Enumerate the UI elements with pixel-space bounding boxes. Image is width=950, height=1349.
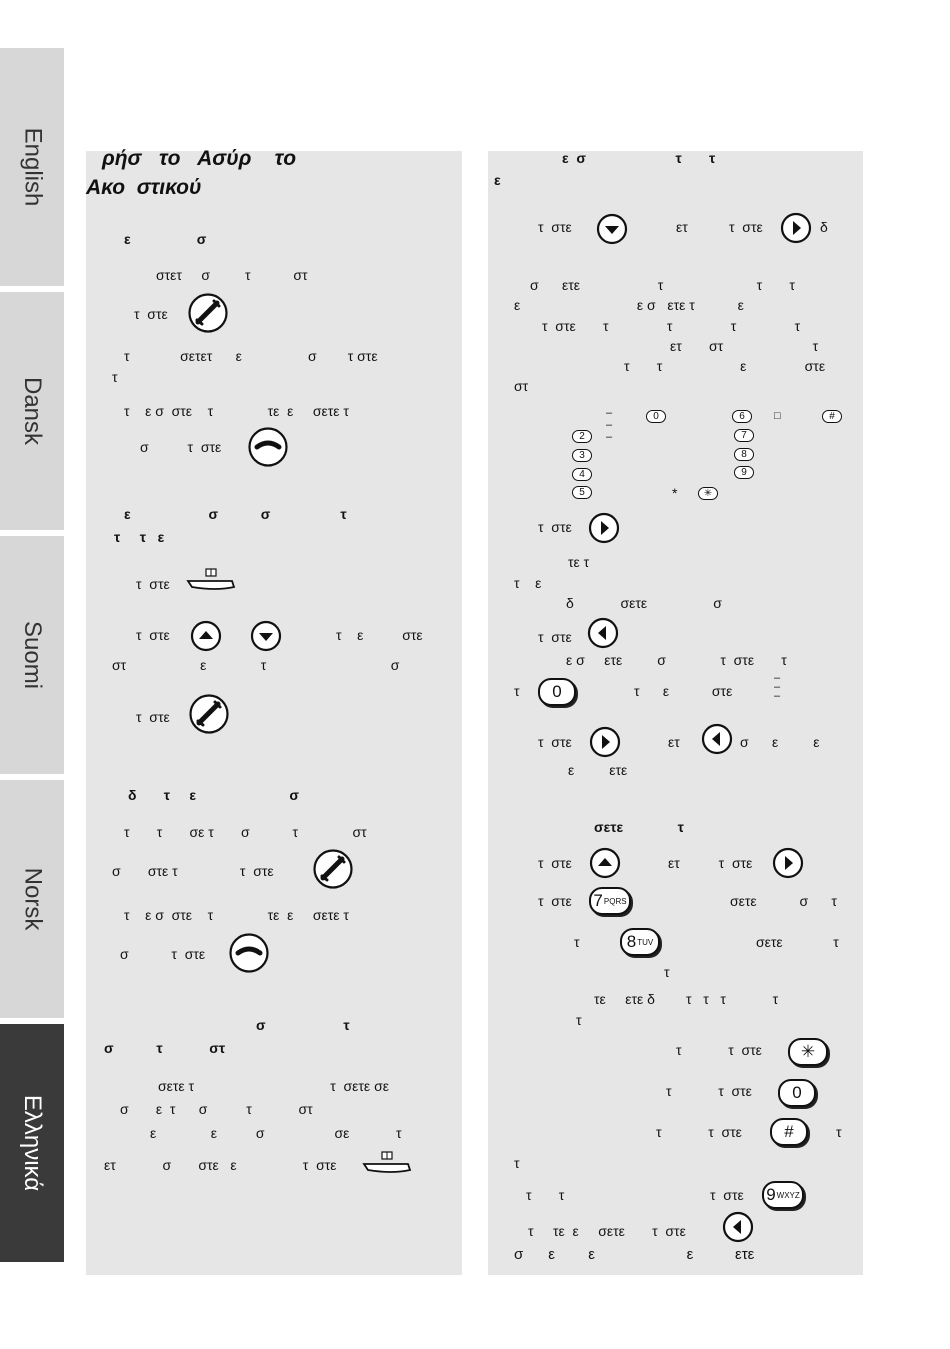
heading: σ τ bbox=[256, 1017, 350, 1033]
text-line: ετ bbox=[676, 219, 688, 235]
text-line: τ bbox=[112, 369, 118, 385]
key-8-icon bbox=[620, 928, 660, 956]
heading: ε σ σ τ bbox=[124, 506, 347, 522]
talk-key-icon bbox=[188, 293, 228, 333]
tab-label: Ελληνικά bbox=[19, 1094, 46, 1192]
text-line: τ στε bbox=[538, 219, 572, 235]
down-arrow-icon bbox=[596, 213, 628, 245]
left-arrow-icon bbox=[722, 1211, 754, 1243]
tab-label: English bbox=[19, 127, 46, 207]
text-line: τ στε bbox=[538, 519, 572, 535]
text-line: τ ε σ στε τ τε ε σετε τ bbox=[124, 907, 349, 923]
text-line: τ ε στε bbox=[634, 683, 733, 699]
text-line: τ τ στε bbox=[676, 1042, 762, 1058]
section-title: ρήσ το Ασύρ το bbox=[102, 147, 297, 170]
end-call-icon bbox=[248, 427, 288, 467]
key-5-icon: 5 bbox=[572, 486, 592, 499]
text-line: τ ε στε bbox=[336, 627, 423, 643]
down-arrow-icon bbox=[250, 620, 282, 652]
key-7-icon: 7 bbox=[734, 429, 754, 442]
square-glyph: □ bbox=[774, 410, 781, 422]
text-line: τ bbox=[574, 934, 580, 950]
text-line: σ ε ε ε ετε bbox=[514, 1246, 755, 1263]
key-digit: 8 bbox=[626, 932, 637, 951]
text-line: τ ε bbox=[514, 575, 542, 591]
text-line: τ στε bbox=[538, 855, 572, 871]
phonebook-key-icon bbox=[186, 567, 236, 597]
key-7-icon bbox=[589, 887, 631, 915]
text-line: τ στε bbox=[136, 576, 170, 592]
text-line: σετε σ τ bbox=[730, 893, 837, 909]
text-line: στετ σ τ στ bbox=[156, 267, 308, 283]
heading: σετε τ bbox=[594, 819, 684, 835]
key-star-icon: ✳ bbox=[698, 487, 718, 500]
key-4-icon: 4 bbox=[572, 468, 592, 481]
text-line: σετε τ bbox=[756, 934, 839, 950]
key-0-icon: 0 bbox=[538, 678, 576, 706]
tab-suomi[interactable] bbox=[0, 536, 64, 774]
key-0-icon: 0 bbox=[646, 410, 666, 423]
text-line: τ τ ε στε bbox=[624, 358, 826, 374]
star-key-icon: ✳ bbox=[788, 1038, 828, 1066]
text-line: στ ε τ σ bbox=[112, 657, 400, 673]
text-line: τ στε bbox=[136, 709, 170, 725]
left-arrow-icon bbox=[701, 723, 733, 755]
key-digit: 9 bbox=[766, 1185, 776, 1204]
text-line: σ ε ε bbox=[740, 734, 820, 750]
phonebook-key-icon bbox=[362, 1150, 412, 1180]
tab-label: Suomi bbox=[19, 620, 46, 690]
text-line: τ στε bbox=[136, 627, 170, 643]
dash-glyph: – – – bbox=[774, 672, 781, 702]
text-line: ε σ ετε σ τ στε τ bbox=[566, 652, 787, 668]
text-line: σ τ στε bbox=[140, 439, 222, 455]
text-line: τ στε bbox=[710, 1187, 744, 1203]
heading: τ τ ε bbox=[114, 529, 165, 545]
text-line: δ σετε σ bbox=[566, 595, 722, 611]
text-line: τ bbox=[576, 1012, 582, 1028]
right-arrow-icon bbox=[780, 212, 812, 244]
text-line: τ σετετ ε σ τ στε bbox=[124, 348, 378, 364]
text-line: τ bbox=[836, 1124, 842, 1140]
heading: ε σ bbox=[124, 231, 207, 247]
key-letters: WXYZ bbox=[776, 1190, 800, 1200]
text-line: τ τ στε bbox=[666, 1083, 752, 1099]
key-letters: PQRS bbox=[603, 896, 627, 906]
key-9-icon bbox=[762, 1181, 804, 1209]
text-line: τ bbox=[664, 964, 670, 980]
text-line: ε ετε bbox=[568, 762, 628, 778]
text-line: τ στε τ τ τ τ bbox=[542, 318, 801, 334]
text-line: ετ bbox=[668, 734, 680, 750]
key-hash-icon: # bbox=[822, 410, 842, 423]
tab-norsk[interactable] bbox=[0, 780, 64, 1018]
heading: ε σ τ τ bbox=[562, 150, 716, 166]
text-line: τ τ σε τ σ τ στ bbox=[124, 824, 367, 840]
text-line: τ τ στε bbox=[656, 1124, 742, 1140]
text-line: τ ε σ στε τ τε ε σετε τ bbox=[124, 403, 349, 419]
tab-english[interactable] bbox=[0, 48, 64, 286]
heading: δ τ ε σ bbox=[128, 787, 299, 803]
text-line: σ ετε τ τ τ bbox=[530, 277, 795, 293]
key-6-icon: 6 bbox=[732, 410, 752, 423]
text-line: σ ε τ σ τ στ bbox=[120, 1101, 313, 1117]
text-line: τ bbox=[514, 683, 520, 699]
up-arrow-icon bbox=[589, 847, 621, 879]
up-arrow-icon bbox=[190, 620, 222, 652]
text-line: τε τ bbox=[568, 554, 590, 570]
key-letters: TUV bbox=[637, 937, 654, 947]
tab-label: Dansk bbox=[19, 376, 46, 446]
left-arrow-icon bbox=[587, 617, 619, 649]
key-8-icon: 8 bbox=[734, 448, 754, 461]
key-9-icon: 9 bbox=[734, 466, 754, 479]
text-line: ετ στ τ bbox=[670, 338, 819, 354]
key-digit: 7 bbox=[593, 891, 603, 910]
right-arrow-icon bbox=[588, 512, 620, 544]
heading: ε bbox=[494, 172, 501, 188]
text-line: δ bbox=[820, 219, 828, 235]
text-line: ε ε σ ετε τ ε bbox=[514, 297, 744, 313]
text-line: ε ε σ σε τ bbox=[150, 1125, 402, 1141]
text-line: σ στε τ τ στε bbox=[112, 863, 274, 879]
talk-key-icon bbox=[189, 694, 229, 734]
text-line: σ τ στε bbox=[120, 946, 206, 962]
tab-dansk[interactable] bbox=[0, 292, 64, 530]
text-line: στ bbox=[514, 378, 529, 394]
text-line: τ bbox=[514, 1155, 520, 1171]
text-line: τ στε bbox=[538, 629, 572, 645]
text-line: τ στε bbox=[538, 734, 572, 750]
talk-key-icon bbox=[313, 849, 353, 889]
section-title: Ακο στικού bbox=[86, 176, 202, 199]
text-line: ετ τ στε bbox=[668, 855, 753, 871]
text-line: τ στε bbox=[729, 219, 763, 235]
text-line: σετε τ τ σετε σε bbox=[158, 1078, 389, 1094]
right-arrow-icon bbox=[772, 847, 804, 879]
text-line: τ στε bbox=[134, 306, 168, 322]
key-3-icon: 3 bbox=[572, 449, 592, 462]
end-call-icon bbox=[229, 933, 269, 973]
right-arrow-icon bbox=[589, 726, 621, 758]
tab-label: Norsk bbox=[18, 867, 46, 931]
key-0-icon: 0 bbox=[778, 1079, 816, 1107]
tab-greek[interactable] bbox=[0, 1024, 64, 1262]
heading: σ τ στ bbox=[104, 1040, 226, 1056]
text-line: τ τε ε σετε τ στε bbox=[528, 1223, 686, 1239]
star-glyph: * bbox=[672, 485, 678, 501]
dash-glyph: – – – bbox=[606, 407, 613, 443]
hash-key-icon: # bbox=[770, 1118, 808, 1146]
text-line: τ τ bbox=[526, 1187, 565, 1203]
text-line: ετ σ στε ε τ στε bbox=[104, 1157, 337, 1173]
text-line: τε ετε δ τ τ τ τ bbox=[594, 991, 779, 1007]
key-2-icon: 2 bbox=[572, 430, 592, 443]
text-line: τ στε bbox=[538, 893, 572, 909]
